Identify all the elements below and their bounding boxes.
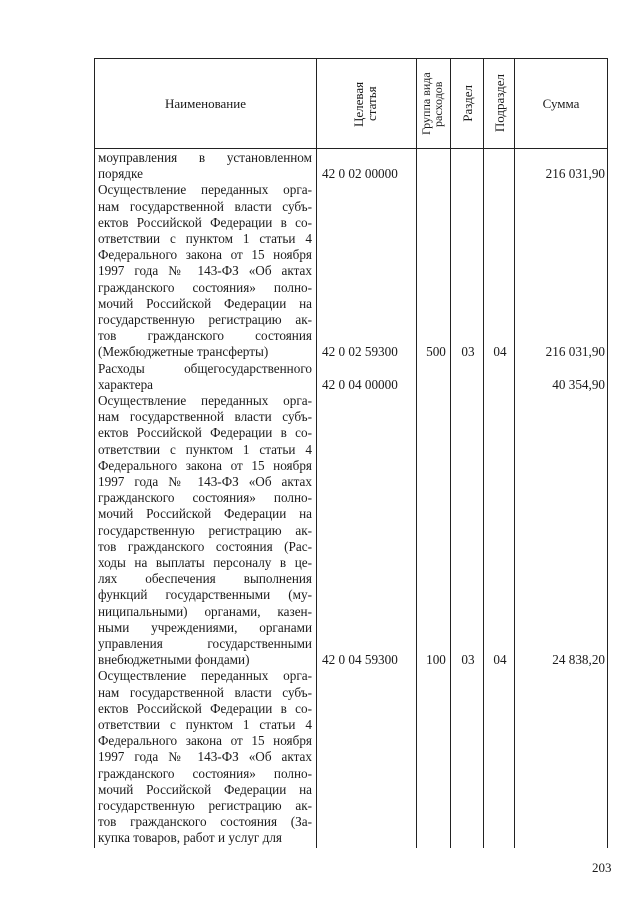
- row-sum: 216 031,90: [545, 166, 605, 182]
- header-section-label: Раздел: [459, 85, 475, 122]
- page-number: 203: [592, 860, 612, 875]
- header-group-label: Группа вида расходов: [418, 72, 445, 135]
- row-target-code: 42 0 02 00000: [322, 166, 398, 182]
- col-border: [416, 58, 417, 848]
- row-name-line: государственную регистрацию ак-: [98, 522, 312, 538]
- row-name: [98, 182, 312, 360]
- row-name-line: внебюджетными фондами): [98, 652, 250, 668]
- row-name-line: моуправления в установленном: [98, 150, 312, 165]
- row-subsection-code: 04: [493, 652, 507, 668]
- row-name-line: тов гражданского состояния: [98, 328, 312, 344]
- row-name-line: гражданского состояния» полно-: [98, 279, 312, 295]
- header-section: [451, 59, 483, 148]
- row-name-line: тов гражданского состояния (За-: [98, 814, 312, 830]
- row-name: [98, 361, 312, 393]
- row-name-line: тов гражданского состояния (Рас-: [98, 538, 312, 554]
- row-name-line: Осуществление переданных орга-: [98, 668, 312, 684]
- header-bottom-border: [94, 148, 608, 149]
- header-name: [95, 59, 316, 148]
- row-name-line: ными учреждениями, органами: [98, 619, 312, 635]
- row-name: [98, 150, 312, 182]
- budget-table: [94, 58, 608, 848]
- col-border: [316, 58, 317, 848]
- header-target: [317, 59, 416, 148]
- header-target-label: Целевая статья: [350, 80, 379, 127]
- row-name-line: государственную регистрацию ак-: [98, 312, 312, 328]
- row-name: [98, 668, 312, 846]
- row-name-line: мочий Российской Федерации на: [98, 506, 312, 522]
- row-name-line: нам государственной власти субъ-: [98, 198, 312, 214]
- header-subsection: [484, 59, 514, 148]
- row-name-line: Федерального закона от 15 ноября: [98, 733, 312, 749]
- row-name-line: 1997 года № 143-ФЗ «Об актах: [98, 263, 312, 279]
- row-name-line: ответствии с пунктом 1 статьи 4: [98, 717, 312, 732]
- row-target-code: 42 0 04 59300: [322, 652, 398, 668]
- row-name-line: ответствии с пунктом 1 статьи 4: [98, 231, 312, 246]
- row-sum: 40 354,90: [552, 376, 605, 392]
- row-sum: 216 031,90: [545, 344, 605, 360]
- row-name-line: купка товаров, работ и услуг для: [98, 830, 282, 846]
- row-name-line: нам государственной власти субъ-: [98, 409, 312, 425]
- row-name-line: мочий Российской Федерации на: [98, 295, 312, 311]
- col-border: [450, 58, 451, 848]
- row-section-code: 03: [461, 652, 475, 668]
- row-name-line: ектов Российской Федерации в со-: [98, 214, 312, 230]
- row-name-line: управления государственными: [98, 636, 312, 652]
- row-subsection-code: 04: [493, 344, 507, 360]
- row-name-line: 1997 года № 143-ФЗ «Об актах: [98, 749, 312, 765]
- row-name-line: гражданского состояния» полно-: [98, 765, 312, 781]
- header-sum: [515, 59, 607, 148]
- row-name-line: Осуществление переданных орга-: [98, 393, 312, 408]
- col-border: [94, 58, 95, 848]
- row-name-line: Федерального закона от 15 ноября: [98, 457, 312, 473]
- row-name-line: Расходы общегосударственного: [98, 360, 312, 376]
- row-group-code: 100: [426, 652, 446, 668]
- row-group-code: 500: [426, 344, 446, 360]
- row-name-line: ходы на выплаты персоналу в це-: [98, 555, 312, 571]
- row-name-line: ответствии с пунктом 1 статьи 4: [98, 441, 312, 457]
- row-name-line: функций государственными (му-: [98, 587, 312, 603]
- row-name-line: государственную регистрацию ак-: [98, 798, 312, 814]
- row-target-code: 42 0 04 00000: [322, 376, 398, 392]
- row-name-line: ектов Российской Федерации в со-: [98, 700, 312, 716]
- row-name-line: Осуществление переданных орга-: [98, 182, 312, 198]
- header-name-label: Наименование: [165, 96, 246, 111]
- row-name-line: характера: [98, 376, 154, 392]
- row-name-line: ектов Российской Федерации в со-: [98, 425, 312, 441]
- row-name-line: лях обеспечения выполнения: [98, 571, 312, 587]
- row-name-line: 1997 года № 143-ФЗ «Об актах: [98, 474, 312, 490]
- col-border: [483, 58, 484, 848]
- header-subsection-label: Подраздел: [491, 74, 507, 133]
- row-name-line: гражданского состояния» полно-: [98, 490, 312, 506]
- row-name-line: мочий Российской Федерации на: [98, 781, 312, 797]
- row-target-code: 42 0 02 59300: [322, 344, 398, 360]
- row-section-code: 03: [461, 344, 475, 360]
- col-border: [514, 58, 515, 848]
- row-name-line: (Межбюджетные трансферты): [98, 344, 269, 360]
- col-border: [607, 58, 608, 848]
- row-name-line: Федерального закона от 15 ноября: [98, 247, 312, 263]
- row-name-line: нам государственной власти субъ-: [98, 684, 312, 700]
- header-group: [417, 59, 450, 148]
- row-name: [98, 393, 312, 668]
- header-sum-label: Сумма: [542, 96, 580, 111]
- row-name-line: ниципальными) органами, казен-: [98, 603, 312, 619]
- row-name-line: порядке: [98, 166, 143, 182]
- row-sum: 24 838,20: [552, 652, 605, 668]
